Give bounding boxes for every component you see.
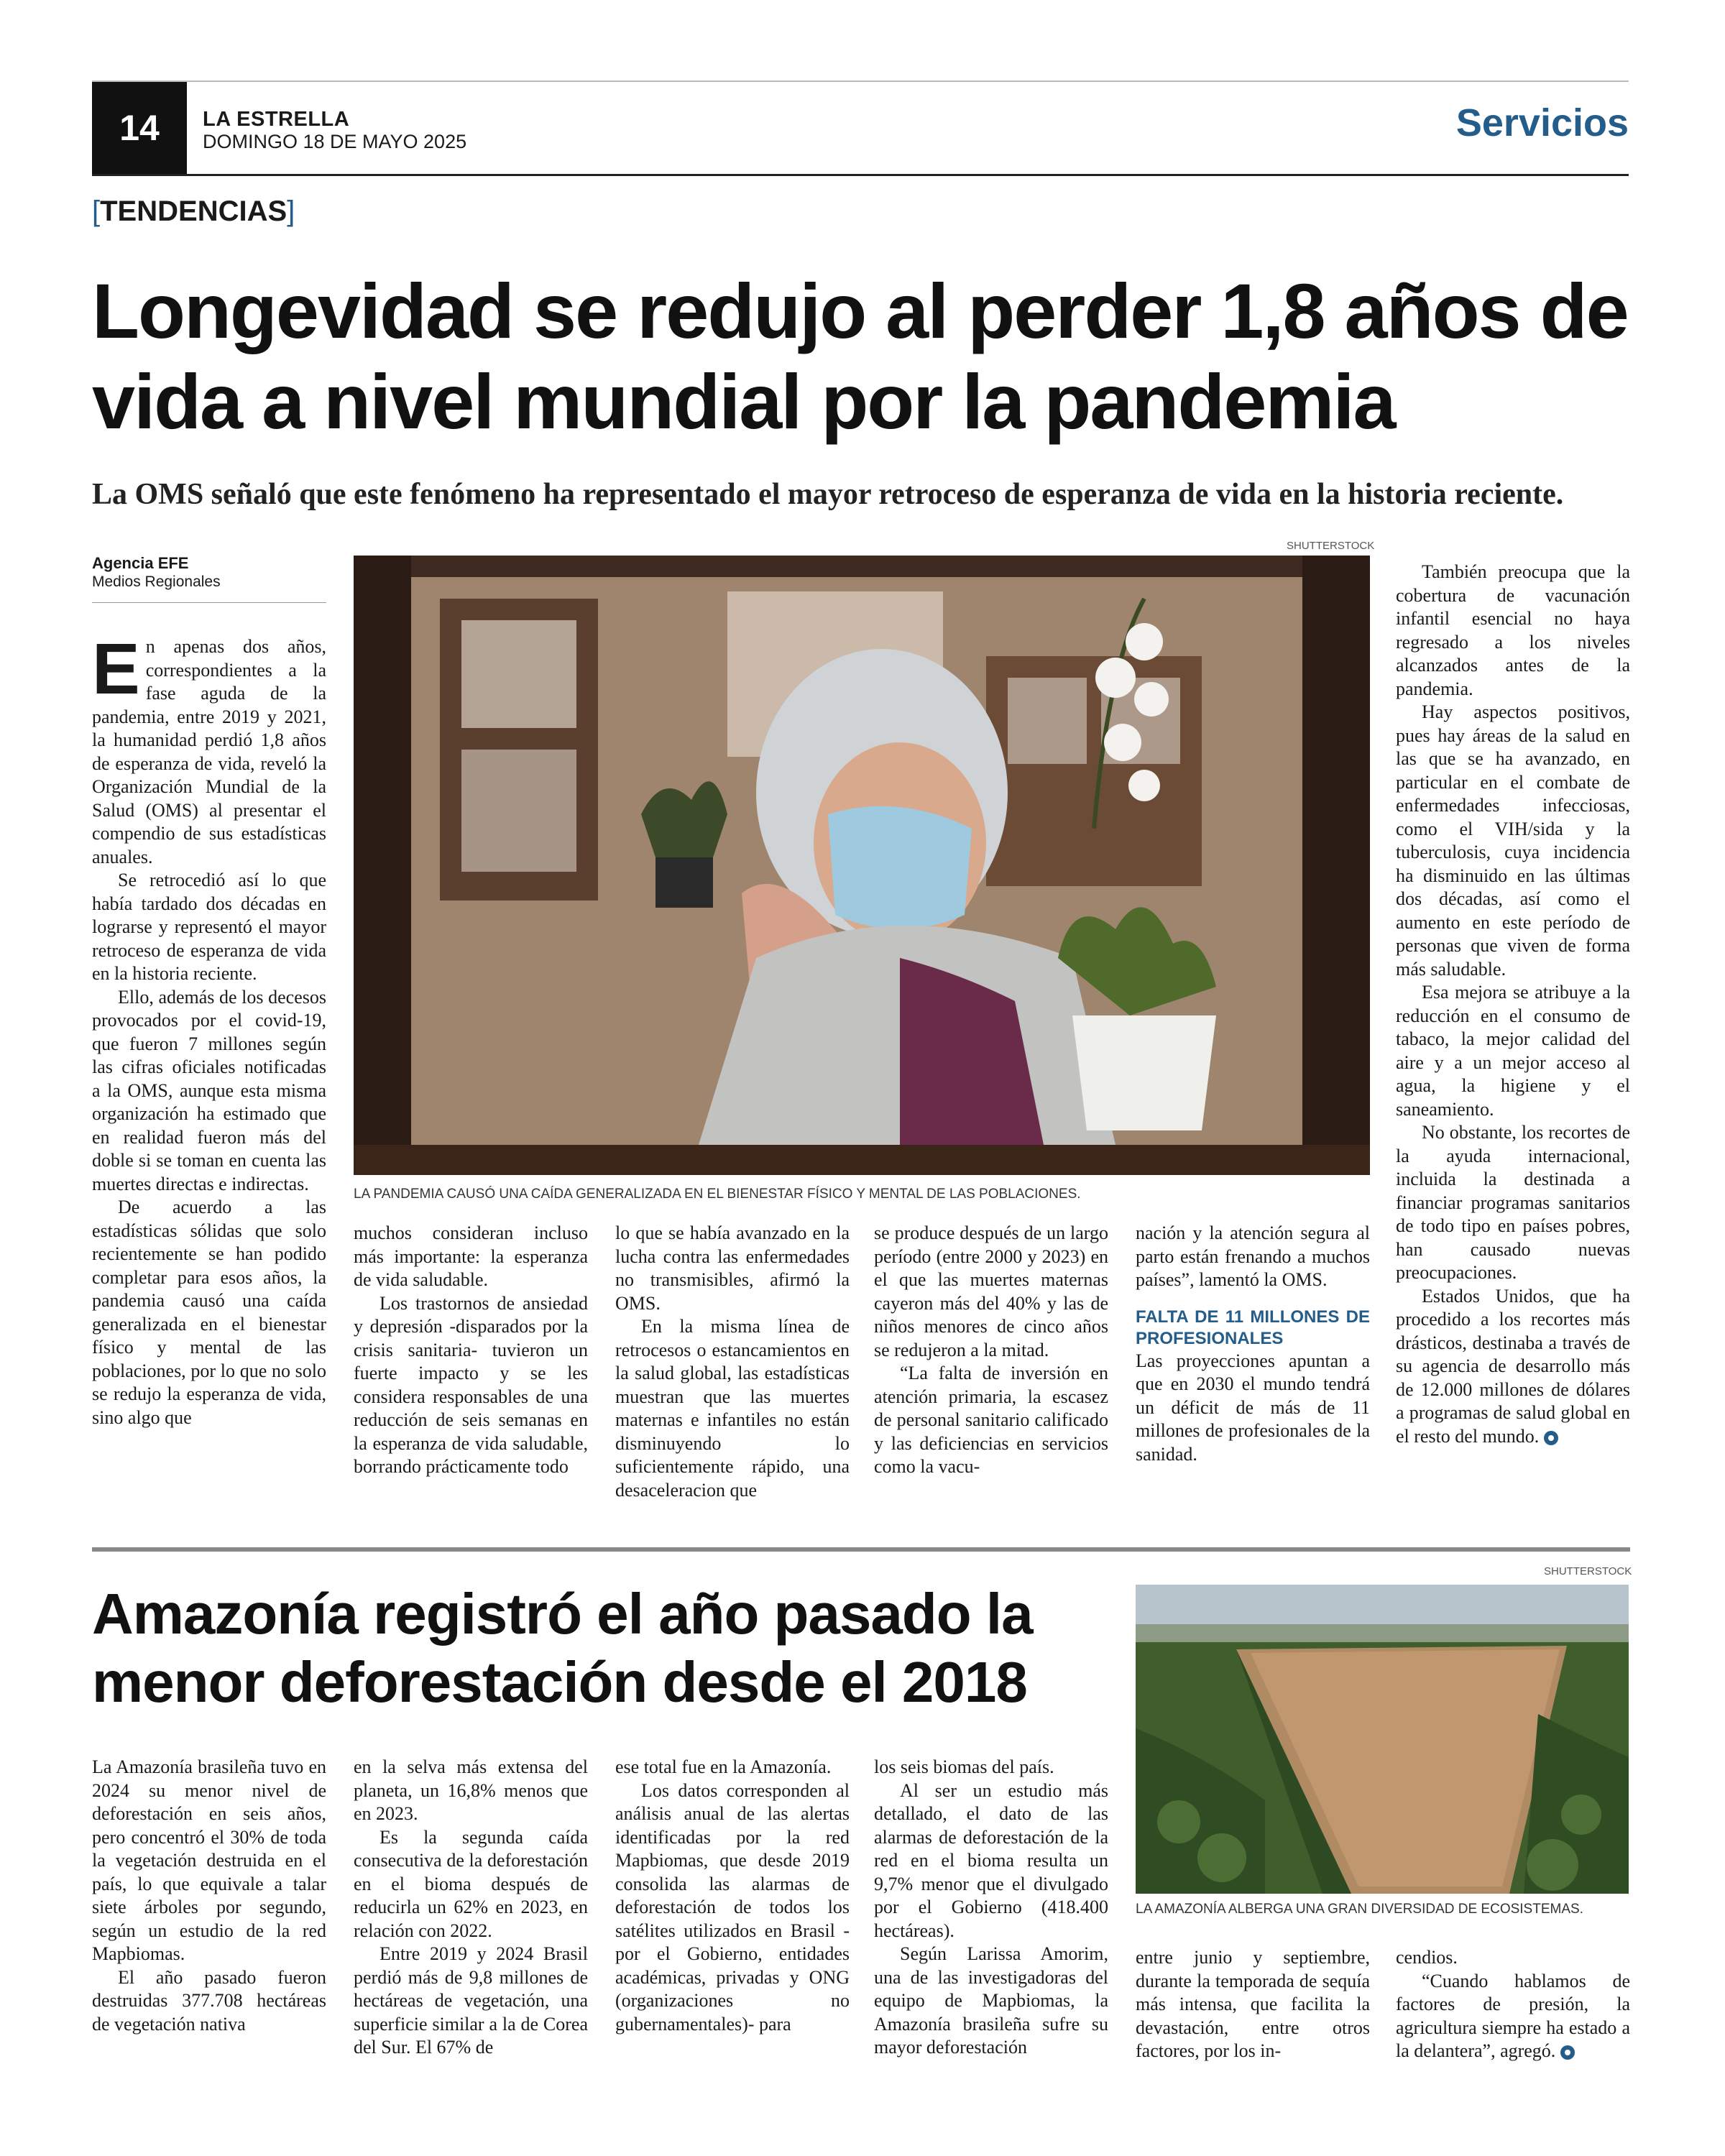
paragraph: cendios. [1396, 1947, 1458, 1968]
article-tag-label: TENDENCIAS [100, 195, 288, 227]
article1-column-6 [1396, 561, 1630, 1448]
photo-amazon-deforestation-aerial [1136, 1585, 1629, 1894]
paragraph: los seis biomas del país. [874, 1756, 1054, 1777]
paragraph: “Cuando hablamos de factores de presión, la agricultura siempre ha estado a la delantera”, agregó. [1396, 1970, 1630, 2061]
top-rule [92, 80, 1629, 82]
byline-rule [92, 602, 326, 603]
paragraph: nación y la atención segura al parto están frenando a muchos países”, lamentó la OMS. [1136, 1222, 1370, 1290]
paragraph: “La falta de inversión en atención primaria, la escasez de personal sanitario calificado y las deficiencias en servicios como la vacu- [874, 1363, 1108, 1477]
page-number: 14 [92, 82, 187, 174]
paragraph: Se retrocedió así lo que había tardado dos décadas en lograrse y representó el mayor retroceso de esperanza de vida en la historia reciente. [92, 870, 326, 984]
paragraph: Entre 2019 y 2024 Brasil perdió más de 9,8 millones de hectáreas de vegetación, una superficie similar a la de Corea del Sur. El 67% de [354, 1943, 588, 2058]
paragraph: se produce después de un largo período (entre 2000 y 2023) en el que las muertes maternas cayeron más del 40% y las de niños menores de cinco años se redujeron a la mitad. [874, 1222, 1108, 1360]
paragraph: Al ser un estudio más detallado, el dato de las alarmas de deforestación de la red en el bioma resulta un 9,7% menor que el divulgado por el Gobierno (418.400 hectáreas). [874, 1779, 1108, 1941]
byline-desk: Medios Regionales [92, 573, 221, 590]
end-mark-icon [1544, 1431, 1558, 1445]
paragraph: Los trastornos de ansiedad y depresión -disparados por la crisis sanitaria- tuvieron un fuerte impacto y se les considera responsables de una reducción de seis semanas en la esperanza de vida saludable, borrando prácticamente todo [354, 1292, 588, 1477]
subheading: FALTA DE 11 MILLONES DE PROFESIONALES [1136, 1307, 1370, 1348]
paragraph: Ello, además de los decesos provocados por el covid-19, que fueron 7 millones según las cifras oficiales notificadas a la OMS, aunque esta misma organización ha estimado que en realidad fueron más del doble si se toman en cuenta las muertes directas e indirectas. [92, 986, 326, 1194]
article-divider [92, 1547, 1630, 1552]
paragraph: La Amazonía brasileña tuvo en 2024 su menor nivel de deforestación en seis años, pero concentró el 30% de toda la vegetación destruida en el país, lo que equivale a talar siete árboles por segundo, según un estudio de la red Mapbiomas. [92, 1756, 326, 1964]
article-tag: [TENDENCIAS] [92, 195, 295, 227]
photo-credit: SHUTTERSTOCK [1287, 540, 1375, 552]
paragraph: n apenas dos años, correspondientes a la fase aguda de la pandemia, entre 2019 y 2021, la humanidad perdió 1,8 años de esperanza de vida, reveló la Organización Mundial de la Salud (OMS) al presentar el compendio de sus estadísticas anuales. [92, 636, 326, 867]
paragraph: Los datos corresponden al análisis anual de las alertas identificadas por la red Mapbiomas, que desde 2019 consolida las alarmas de deforestación de todos los satélites utilizados en Brasil -por el Gobierno, entidades académicas, privadas y ONG (organizaciones no gubernamentales)- para [615, 1779, 850, 2035]
article-deck: La OMS señaló que este fenómeno ha representado el mayor retroceso de esperanza de vida en la historia reciente. [92, 478, 1564, 511]
article1-column-1 [92, 629, 326, 1429]
paragraph: Es la segunda caída consecutiva de la deforestación en el bioma después de reducirla un 62% en 2023, en relación con 2022. [354, 1826, 588, 1941]
paragraph: Según Larissa Amorim, una de las investigadoras del equipo de Mapbiomas, la Amazonía brasileña sufre su mayor deforestación [874, 1943, 1108, 2058]
headline: Longevidad se redujo al perder 1,8 años de vida a nivel mundial por la pandemia [92, 267, 1628, 445]
article2-column-5 [1136, 1946, 1370, 2063]
article2-column-2 [354, 1756, 588, 2060]
article1-column-2 [354, 1222, 588, 1479]
article1-column-4 [874, 1222, 1108, 1479]
paragraph: También preocupa que la cobertura de vacunación infantil esencial no haya regresado a los niveles alcanzados antes de la pandemia. [1396, 561, 1630, 699]
article1-column-5 [1136, 1222, 1370, 1466]
byline-agency: Agencia EFE [92, 554, 189, 572]
article2-column-3 [615, 1756, 850, 2036]
paragraph: entre junio y septiembre, durante la temporada de sequía más intensa, que facilita la devastación, entre otros factores, por los in- [1136, 1947, 1370, 2061]
paragraph: lo que se había avanzado en la lucha contra las enfermedades no transmisibles, afirmó la OMS. [615, 1222, 850, 1314]
paragraph: Hay aspectos positivos, pues hay áreas de la salud en las que se ha avanzado, en particular en el combate de enfermedades infecciosas, como el VIH/sida y la tuberculosis, cuya incidencia ha disminuido en las últimas dos décadas, así como el aumento en este período de personas que viven de forma más saludable. [1396, 701, 1630, 980]
headline: Amazonía registró el año pasado la menor deforestación desde el 2018 [92, 1582, 1033, 1714]
header-rule [92, 174, 1629, 176]
paragraph: muchos consideran incluso más importante: la esperanza de vida saludable. [354, 1222, 588, 1290]
paragraph: El año pasado fueron destruidas 377.708 hectáreas de vegetación nativa [92, 1966, 326, 2035]
photo-credit: SHUTTERSTOCK [1544, 1565, 1632, 1577]
article2-column-6 [1396, 1946, 1630, 2063]
end-mark-icon [1560, 2045, 1575, 2060]
article1-column-3 [615, 1222, 850, 1502]
photo-caption: LA PANDEMIA CAUSÓ UNA CAÍDA GENERALIZADA EN EL BIENESTAR FÍSICO Y MENTAL DE LAS POBLACIONES. [354, 1187, 1081, 1202]
publication-name: LA ESTRELLA [203, 108, 350, 131]
article2-column-1 [92, 1756, 326, 2036]
section-name: Servicios [1455, 101, 1629, 144]
paragraph: De acuerdo a las estadísticas sólidas que solo recientemente se han podido completar para esos años, la pandemia causó una caída generalizada en el bienestar físico y mental de las poblaciones, por lo que no solo se redujo la esperanza de vida, sino algo que [92, 1197, 326, 1428]
article2-column-4 [874, 1756, 1108, 2060]
drop-cap: E [92, 629, 140, 709]
photo-elderly-woman-with-mask [354, 556, 1370, 1175]
paragraph: ese total fue en la Amazonía. [615, 1756, 832, 1777]
paragraph: En la misma línea de retrocesos o estancamientos en la salud global, las estadísticas muestran que las muertes maternas e infantiles no están disminuyendo lo suficientemente rápido, una desaceleracion que [615, 1316, 850, 1501]
paragraph: No obstante, los recortes de la ayuda internacional, incluida la destinada a financiar programas sanitarios de todo tipo en países pobres, han causado nuevas preocupaciones. [1396, 1122, 1630, 1283]
publication-date: DOMINGO 18 DE MAYO 2025 [203, 131, 467, 152]
paragraph: en la selva más extensa del planeta, un 16,8% menos que en 2023. [354, 1756, 588, 1824]
photo-caption: LA AMAZONÍA ALBERGA UNA GRAN DIVERSIDAD DE ECOSISTEMAS. [1136, 1902, 1583, 1917]
paragraph: Las proyecciones apuntan a que en 2030 el mundo tendrá un déficit de más de 11 millones de profesionales de la sanidad. [1136, 1350, 1370, 1465]
paragraph: Estados Unidos, que ha procedido a los recortes más drásticos, destinaba a través de su agencia de desarrollo más de 12.000 millones de dólares a programas de salud global en el resto del mundo. [1396, 1285, 1630, 1447]
paragraph: Esa mejora se atribuye a la reducción en el consumo de tabaco, la mejor calidad del aire y a un mejor acceso al agua, la higiene y el saneamiento. [1396, 982, 1630, 1120]
